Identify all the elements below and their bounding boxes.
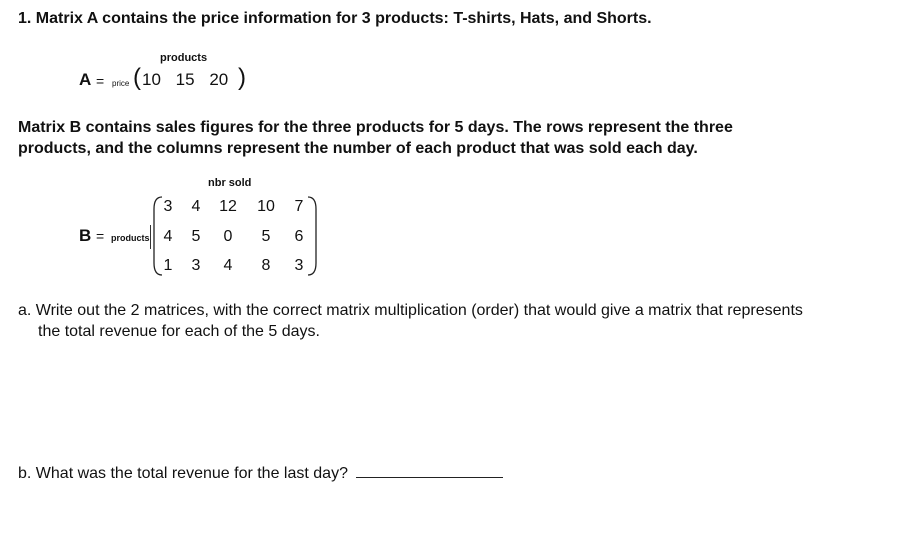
matrix-b-row-label: products (111, 233, 150, 243)
matrix-b-cell: 1 (163, 257, 173, 274)
matrix-a-cell: 10 (142, 70, 161, 89)
matrix-b-cell: 4 (223, 257, 233, 274)
matrix-b-cell: 4 (191, 198, 201, 215)
matrix-b-cell: 12 (219, 198, 237, 215)
matrix-b-description-line: products, and the columns represent the number of each product that was sold each day. (18, 140, 698, 157)
matrix-b-description (18, 117, 878, 159)
matrix-a-name: A (79, 70, 92, 89)
matrix-b-cell: 10 (257, 198, 275, 215)
matrix-a-equals: = (96, 73, 105, 89)
matrix-b-cell: 7 (294, 198, 304, 215)
question-a-line: the total revenue for each of the 5 days. (38, 323, 320, 340)
matrix-a-left-paren: ( (133, 64, 141, 91)
matrix-b-equals: = (96, 228, 105, 244)
question-b (18, 461, 503, 483)
matrix-a-column-header: products (160, 52, 208, 64)
matrix-a-cell: 20 (209, 70, 229, 89)
matrix-b-cell: 0 (223, 228, 233, 245)
matrix-a-row-label: price (112, 79, 130, 88)
matrix-b-description-line: Matrix B contains sales figures for the three products for 5 days. The rows represent the three (18, 119, 733, 136)
matrix-b-cell: 6 (294, 228, 304, 245)
matrix-b-cell: 3 (294, 257, 304, 274)
matrix-a-values (142, 70, 228, 90)
answer-blank-line (356, 461, 503, 478)
question-a-line: a. Write out the 2 matrices, with the correct matrix multiplication (order) that would give a matrix that represents (18, 302, 803, 319)
matrix-b-name: B (79, 226, 92, 245)
matrix-b-cell: 8 (261, 257, 271, 274)
matrix-b-column-header: nbr sold (208, 177, 252, 189)
matrix-b-cell: 5 (261, 228, 271, 245)
question-b-text: b. What was the total revenue for the last day? (18, 465, 348, 482)
matrix-b-cell: 3 (191, 257, 201, 274)
matrix-b-cell: 5 (191, 228, 201, 245)
matrix-b-cell: 3 (163, 198, 173, 215)
question-1-text: 1. Matrix A contains the price information for 3 products: T-shirts, Hats, and Shorts. (18, 10, 652, 27)
matrix-b-cell: 4 (163, 228, 173, 245)
matrix-a-cell: 15 (175, 70, 195, 89)
matrix-a-right-paren: ) (238, 64, 246, 91)
question-a (18, 300, 898, 342)
